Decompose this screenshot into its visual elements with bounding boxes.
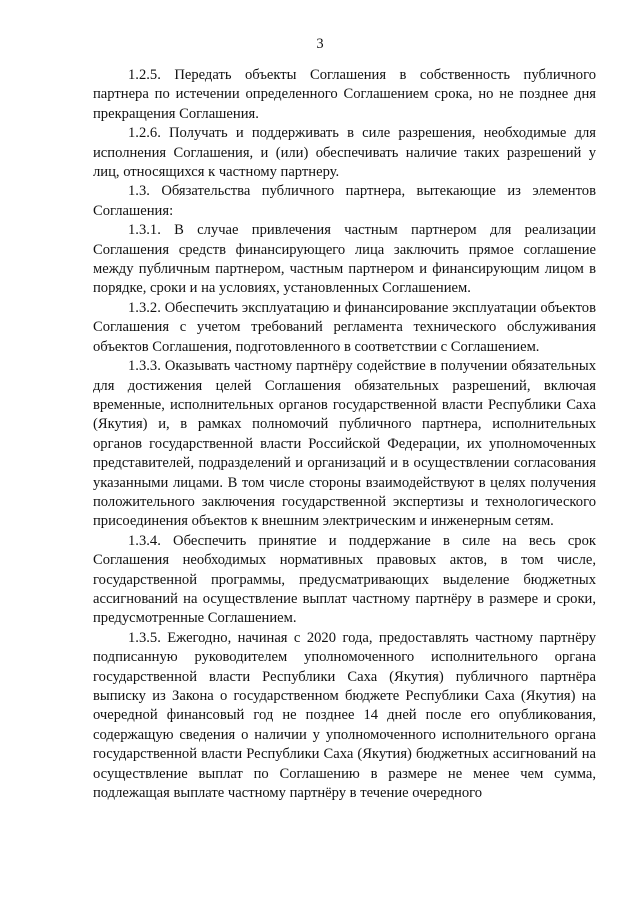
paragraph-1-3-1: 1.3.1. В случае привлечения частным партнером для реализации Соглашения средств финансирующего лица заключить прямое соглашение между публичным партнером, частным партнером и финансирующим лицом в порядке, сроки и на условиях, установленных Соглашением. [93, 222, 596, 297]
document-body [93, 66, 596, 803]
paragraph-1-2-6: 1.2.6. Получать и поддерживать в силе разрешения, необходимые для исполнения Соглашения, и (или) обеспечивать наличие таких разрешений у лиц, относящихся к частному партнеру. [93, 125, 596, 181]
paragraph-1-3-5: 1.3.5. Ежегодно, начиная с 2020 года, предоставлять частному партнёру подписанную руководителем уполномоченного исполнительного органа государственной власти Республики Саха (Якутия) публичного партнёра выписку из Закона о государственном бюджете Республики Саха (Якутия) на очередной финансовый год не позднее 14 дней после его опубликования, содержащую сведения о наличии у уполномоченного исполнительного органа государственной власти Республики Саха (Якутия) бюджетных ассигнований на осуществление выплат по Соглашению в размере не менее чем сумма, подлежащая выплате частному партнёру в течение очередного [93, 629, 596, 802]
paragraph-1-3-3: 1.3.3. Оказывать частному партнёру содействие в получении обязательных для достижения целей Соглашения обязательных разрешений, включая временные, исполнительных органов государственной власти Республики Саха (Якутия) и, в рамках полномочий публичного партнера, исполнительных органов государственной власти Российской Федерации, их уполномоченных представителей, подразделений и организаций и в осуществлении согласования указанными лицами. В том числе стороны взаимодействуют в целях получения положительного заключения государственной экспертизы и технологического присоединения объектов к внешним электрическим и инженерным сетям. [93, 358, 596, 530]
page-number: 3 [316, 36, 324, 52]
paragraph-1-3-2: 1.3.2. Обеспечить эксплуатацию и финансирование эксплуатации объектов Соглашения с учетом требований регламента технического обслуживания объектов Соглашения, подготовленного в соответствии с Соглашением. [93, 299, 596, 355]
paragraph-1-2-5: 1.2.5. Передать объекты Соглашения в собственность публичного партнера по истечении определенного Соглашением срока, но не позднее дня прекращения Соглашения. [93, 67, 596, 122]
paragraph-1-3: 1.3. Обязательства публичного партнера, вытекающие из элементов Соглашения: [93, 183, 596, 219]
paragraph-1-3-4: 1.3.4. Обеспечить принятие и поддержание в силе на весь срок Соглашения необходимых нормативных правовых актов, в том числе, государственной программы, предусматривающих выделение бюджетных ассигнований на осуществление выплат частному партнёру в размере и сроки, предусмотренные Соглашением. [93, 532, 596, 627]
